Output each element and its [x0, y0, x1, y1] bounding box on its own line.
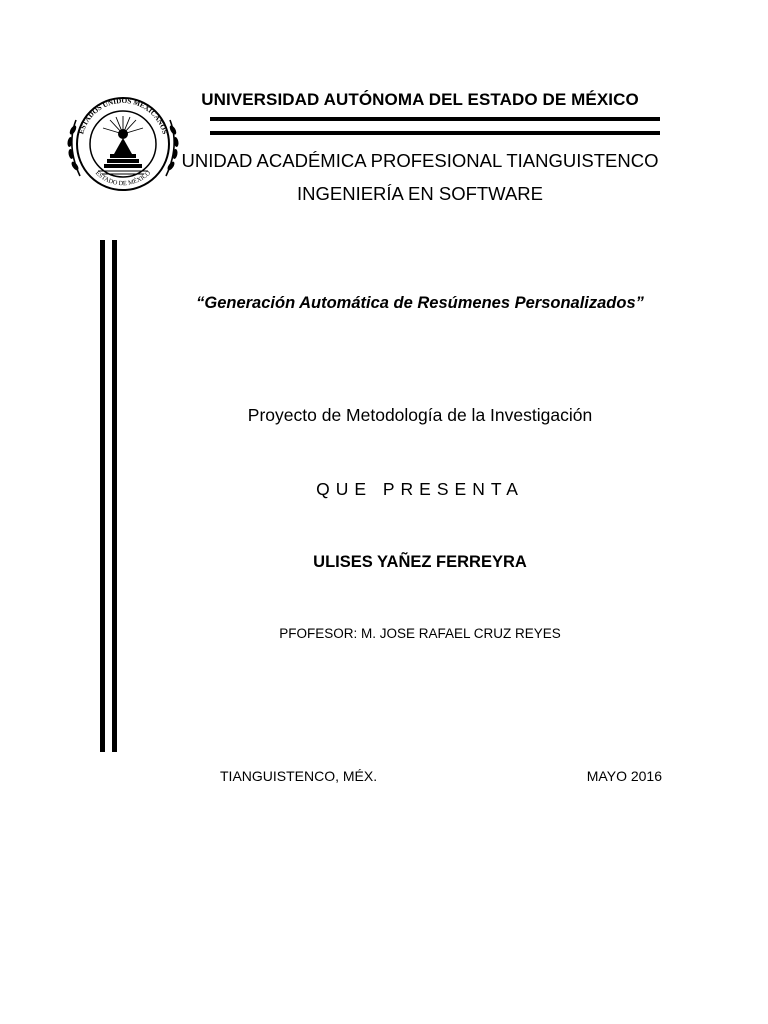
document-title: “Generación Automática de Resúmenes Personalizados”	[196, 294, 644, 312]
academic-unit-name: UNIDAD ACADÉMICA PROFESIONAL TIANGUISTENCO	[181, 150, 659, 171]
header-rule-bottom	[210, 131, 660, 135]
margin-bar-left	[100, 240, 105, 752]
university-seal	[62, 92, 184, 196]
header-rule-top	[210, 117, 660, 121]
professor-name: PFOFESOR: M. JOSE RAFAEL CRUZ REYES	[279, 626, 561, 641]
author-name: ULISES YAÑEZ FERREYRA	[313, 553, 527, 571]
margin-bar-right	[112, 240, 117, 752]
place-label: TIANGUISTENCO, MÉX.	[220, 768, 378, 784]
seal-text-top: ESTADOS UNIDOS MEXICANOS	[77, 96, 169, 136]
seal-text-bottom: ESTADO DE MÉXICO	[93, 169, 153, 188]
university-name: UNIVERSIDAD AUTÓNOMA DEL ESTADO DE MÉXICO	[201, 90, 639, 109]
project-type: Proyecto de Metodología de la Investigación	[247, 405, 593, 425]
presenta-label: QUE PRESENTA	[316, 479, 524, 499]
program-name: INGENIERÍA EN SOFTWARE	[296, 183, 543, 204]
date-label: MAYO 2016	[586, 768, 662, 784]
